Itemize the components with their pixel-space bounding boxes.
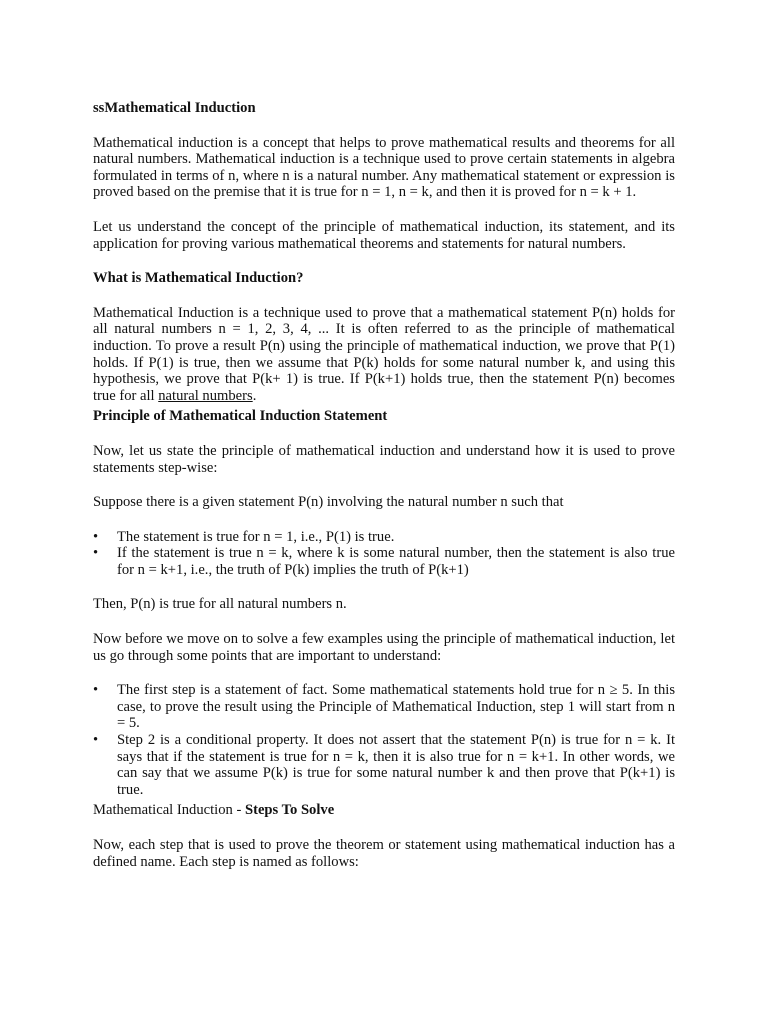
list-item: • If the statement is true n = k, where k is some natural number, then the statement is also true for n = k+1, i.e., the truth of P(k) implies the truth of P(k+1) <box>93 545 675 578</box>
what-heading: What is Mathematical Induction? <box>93 270 304 287</box>
steps-heading-plain: Mathematical Induction - <box>93 802 245 819</box>
intro-paragraph-2: Let us understand the concept of the principle of mathematical induction, its statement, and its application for proving various mathematical theorems and statements for natural numbers. <box>93 218 675 252</box>
natural-numbers-link[interactable]: natural numbers <box>158 387 253 404</box>
intro-paragraph-1: Mathematical induction is a concept that helps to prove mathematical results and theorems for all natural numbers. Mathematical induction is a technique used to prove certain statements in algebra formulated in terms of n, where n is a natural number. Any mathematical statement or expression is proved based on the premise that it is true for n = 1, n = k, and then it is proved for n = k + 1. <box>93 134 675 201</box>
list-item: • The statement is true for n = 1, i.e., P(1) is true. <box>93 529 675 546</box>
document-page <box>93 100 675 870</box>
what-paragraph <box>93 305 675 405</box>
list-item: • The first step is a statement of fact. Some mathematical statements hold true for n ≥ 5. In this case, to prove the result using the Principle of Mathematical Induction, step 1 will start from n = 5. <box>93 682 675 732</box>
what-paragraph-end: . <box>252 387 257 404</box>
document-title: ssMathematical Induction <box>93 100 256 116</box>
steps-heading <box>93 802 675 819</box>
what-paragraph-text: Mathematical Induction is a technique used to prove that a mathematical statement P(n) holds for all natural numbers n = 1, 2, 3, 4, ... It is often referred to as the principle of mathematical induction. To prove a result P(n) using the principle of mathematical induction, we prove that P(1) holds. If P(1) is true, then we assume that P(k) holds for some natural number k, and using this hypothesis, we prove that P(k+ 1) is true. If P(k+1) holds true, then the statement P(n) becomes true for all <box>93 304 675 404</box>
list-item: • Step 2 is a conditional property. It does not assert that the statement P(n) is true for n = k. It says that if the statement is true for n = k, then it is also true for n = k+1. In other words, we can say that we assume P(k) is true for some natural number k and then prove that P(k+1) is true. <box>93 732 675 798</box>
principle-paragraph-1: Now, let us state the principle of mathematical induction and understand how it is used to prove statements step-wise: <box>93 442 675 476</box>
steps-paragraph: Now, each step that is used to prove the theorem or statement using mathematical induction has a defined name. Each step is named as follows: <box>93 837 675 870</box>
points-bullet-list <box>93 682 675 798</box>
principle-paragraph-4: Now before we move on to solve a few examples using the principle of mathematical induction, let us go through some points that are important to understand: <box>93 631 675 664</box>
steps-heading-bold: Steps To Solve <box>244 802 335 819</box>
principle-heading: Principle of Mathematical Induction Statement <box>93 408 388 425</box>
principle-bullet-list <box>93 529 675 579</box>
principle-paragraph-2: Suppose there is a given statement P(n) involving the natural number n such that <box>93 494 564 511</box>
principle-paragraph-3: Then, P(n) is true for all natural numbers n. <box>93 596 347 613</box>
